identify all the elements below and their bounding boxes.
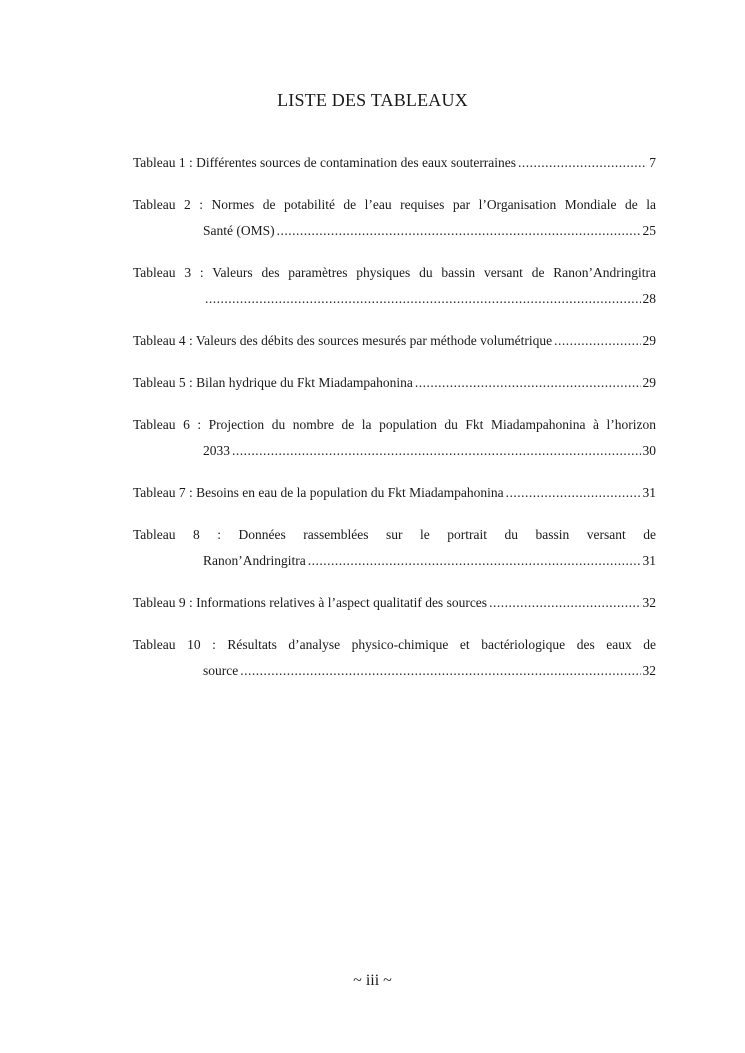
page-number: 29 [642, 375, 656, 390]
page-number: 30 [642, 443, 656, 458]
entry-title: Tableau 7 : Besoins en eau de la population du Fkt Miadampahonina [133, 485, 504, 500]
entry-title: Tableau 2 : Normes de potabilité de l’eau requises par l’Organisation Mondiale de la [133, 197, 656, 212]
page-number: 28 [642, 291, 656, 306]
toc-entry-tableau-2[interactable] [133, 192, 656, 244]
entry-title: Tableau 1 : Différentes sources de contamination des eaux souterraines [133, 155, 517, 170]
entry-title: Tableau 3 : Valeurs des paramètres physiques du bassin versant de Ranon’Andringitra [133, 265, 656, 280]
page-number: 31 [642, 485, 656, 500]
page-number: 25 [642, 223, 656, 238]
page-number: 7 [649, 155, 656, 170]
entry-title: Tableau 10 : Résultats d’analyse physico-chimique et bactériologique des eaux de [133, 637, 656, 652]
dot-leader [240, 658, 640, 684]
entry-title-continued: 2033 [203, 443, 230, 458]
dot-leader [518, 150, 647, 176]
entry-title-continued: source [203, 663, 239, 678]
dot-leader [554, 328, 640, 354]
toc-entry-tableau-7[interactable] [133, 480, 656, 506]
toc-entry-tableau-5[interactable] [133, 370, 656, 396]
toc-entry-tableau-10[interactable] [133, 632, 656, 684]
dot-leader [277, 218, 641, 244]
entry-title-continued: Santé (OMS) [203, 223, 275, 238]
page-footer-number: ~ iii ~ [353, 972, 392, 989]
dot-leader [232, 438, 641, 464]
entry-title: Tableau 5 : Bilan hydrique du Fkt Miadampahonina [133, 375, 413, 390]
dot-leader [205, 286, 641, 312]
toc-entry-tableau-4[interactable] [133, 328, 656, 354]
page-title: LISTE DES TABLEAUX [277, 90, 468, 110]
toc-entry-tableau-8[interactable] [133, 522, 656, 574]
dot-leader [489, 590, 640, 616]
entry-title: Tableau 4 : Valeurs des débits des sources mesurés par méthode volumétrique [133, 333, 553, 348]
dot-leader [506, 480, 641, 506]
toc-entry-tableau-1[interactable] [133, 150, 656, 176]
table-list [133, 150, 656, 700]
toc-entry-tableau-3[interactable] [133, 260, 656, 312]
page-number: 29 [642, 333, 656, 348]
toc-entry-tableau-6[interactable] [133, 412, 656, 464]
entry-title-continued: Ranon’Andringitra [203, 553, 306, 568]
page-number: 32 [642, 595, 656, 610]
entry-title: Tableau 9 : Informations relatives à l’aspect qualitatif des sources [133, 595, 488, 610]
entry-title: Tableau 6 : Projection du nombre de la population du Fkt Miadampahonina à l’horizon [133, 417, 656, 432]
dot-leader [415, 370, 641, 396]
page-number: 31 [642, 553, 656, 568]
entry-title: Tableau 8 : Données rassemblées sur le portrait du bassin versant de [133, 527, 656, 542]
page-number: 32 [642, 663, 656, 678]
toc-entry-tableau-9[interactable] [133, 590, 656, 616]
dot-leader [308, 548, 641, 574]
